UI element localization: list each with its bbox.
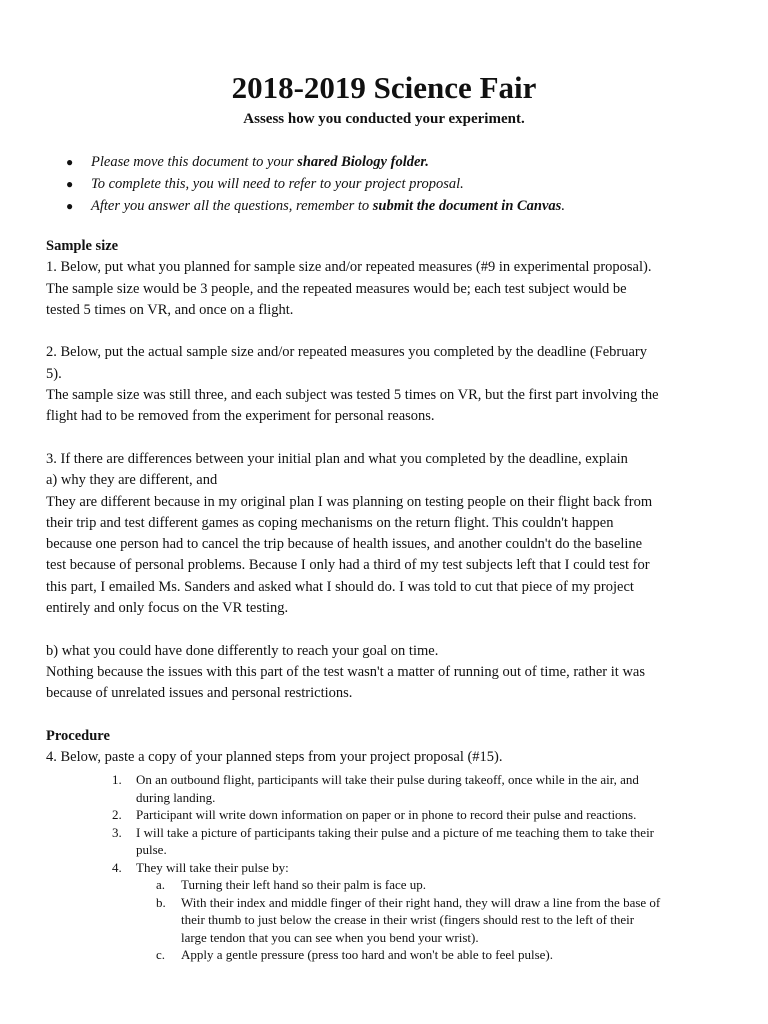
question-3a: a) why they are different, and: [46, 472, 218, 489]
substep-letter: c.: [156, 947, 166, 962]
answer-3a-line: entirely and only focus on the VR testing.: [46, 600, 289, 617]
page-title: 2018-2019 Science Fair: [231, 70, 537, 105]
step-number: 3.: [112, 824, 122, 840]
step-text-line: Participant will write down information on paper or in phone to record their pulse and reactions.: [136, 807, 637, 822]
step-text-line: They will take their pulse by:: [136, 859, 289, 875]
substep-letter: a.: [156, 877, 166, 892]
step-number: 2.: [112, 807, 122, 822]
instruction-item: [66, 195, 746, 217]
instruction-emphasis: shared Biology folder.: [297, 154, 429, 170]
question-4: 4. Below, paste a copy of your planned steps from your project proposal (#15).: [46, 749, 503, 766]
document-body: [46, 236, 736, 768]
bullet-icon: ●: [66, 155, 74, 169]
answer-2-line: The sample size was still three, and each subject was tested 5 times on VR, but the first part involving the: [46, 387, 659, 404]
answer-3a-line: because one person had to cancel the trip because of health issues, and another couldn't do the baseline: [46, 536, 643, 553]
answer-3a-line: this part, I emailed Ms. Sanders and asked what I should do. I was told to cut that piece of my project: [46, 578, 634, 595]
answer-1-line: tested 5 times on VR, and once on a flight.: [46, 301, 294, 318]
page-subtitle: Assess how you conducted your experiment.: [243, 111, 525, 127]
instruction-text-end: .: [561, 198, 565, 214]
procedure-substep: [112, 894, 732, 947]
substep-text-line: large tendon that you can see when you bend your wrist).: [181, 929, 479, 945]
section-heading-procedure: Procedure: [46, 727, 110, 744]
instruction-item: [66, 173, 746, 195]
procedure-step: [112, 806, 732, 824]
step-text-line: during landing.: [136, 789, 216, 805]
substep-text-line: Turning their left hand so their palm is face up.: [181, 877, 427, 892]
substep-text-line: their thumb to just below the crease in their wrist (fingers should rest to the left of their: [181, 912, 635, 927]
instruction-item: [66, 151, 746, 173]
answer-3b-line: Nothing because the issues with this part of the test wasn't a matter of running out of time, rather it was: [46, 663, 645, 680]
substep-text-line: Apply a gentle pressure (press too hard and won't be able to feel pulse).: [181, 947, 554, 962]
procedure-substep: [112, 946, 732, 964]
section-heading-sample-size: Sample size: [46, 238, 119, 254]
procedure-substep: [112, 876, 732, 894]
instruction-text: After you answer all the questions, remember to: [91, 198, 373, 214]
substep-text-line: With their index and middle finger of their right hand, they will draw a line from the base of: [181, 894, 661, 910]
question-3: 3. If there are differences between your initial plan and what you completed by the deadline, explain: [46, 450, 628, 467]
procedure-step: [112, 824, 732, 859]
procedure-step: [112, 859, 732, 877]
step-text-line: I will take a picture of participants taking their pulse and a picture of me teaching them to take their: [136, 824, 655, 840]
step-text-line: pulse.: [136, 842, 167, 857]
instruction-text: Please move this document to your: [91, 154, 298, 170]
answer-3b-line: because of unrelated issues and personal restrictions.: [46, 685, 353, 702]
answer-3a-line: They are different because in my original plan I was planning on testing people on their flight back from: [46, 493, 653, 510]
question-2-line: 5).: [46, 365, 62, 382]
bullet-icon: ●: [66, 177, 74, 191]
question-1: 1. Below, put what you planned for sample size and/or repeated measures (#9 in experimental proposal).: [46, 259, 652, 276]
instruction-text: To complete this, you will need to refer to your project proposal.: [91, 176, 464, 192]
procedure-steps-list: [112, 771, 732, 964]
question-2-line: 2. Below, put the actual sample size and/or repeated measures you completed by the deadline (February: [46, 344, 647, 361]
step-text-line: On an outbound flight, participants will take their pulse during takeoff, once while in the air, and: [136, 772, 639, 787]
instruction-emphasis: submit the document in Canvas: [372, 198, 562, 214]
instructions-list: [66, 151, 746, 217]
answer-1-line: The sample size would be 3 people, and the repeated measures would be; each test subject would be: [46, 280, 627, 297]
step-number: 4.: [112, 859, 122, 875]
substep-letter: b.: [156, 894, 166, 910]
answer-3a-line: test because of personal problems. Because I only had a third of my test subjects left that I could test for: [46, 557, 650, 574]
answer-3a-line: their trip and test different games as coping mechanisms on the return flight. This couldn't happen: [46, 514, 614, 531]
procedure-step: [112, 771, 732, 806]
bullet-icon: ●: [66, 199, 74, 213]
step-number: 1.: [112, 772, 122, 787]
answer-2-line: flight had to be removed from the experiment for personal reasons.: [46, 408, 435, 425]
question-3b: b) what you could have done differently to reach your goal on time.: [46, 642, 439, 659]
